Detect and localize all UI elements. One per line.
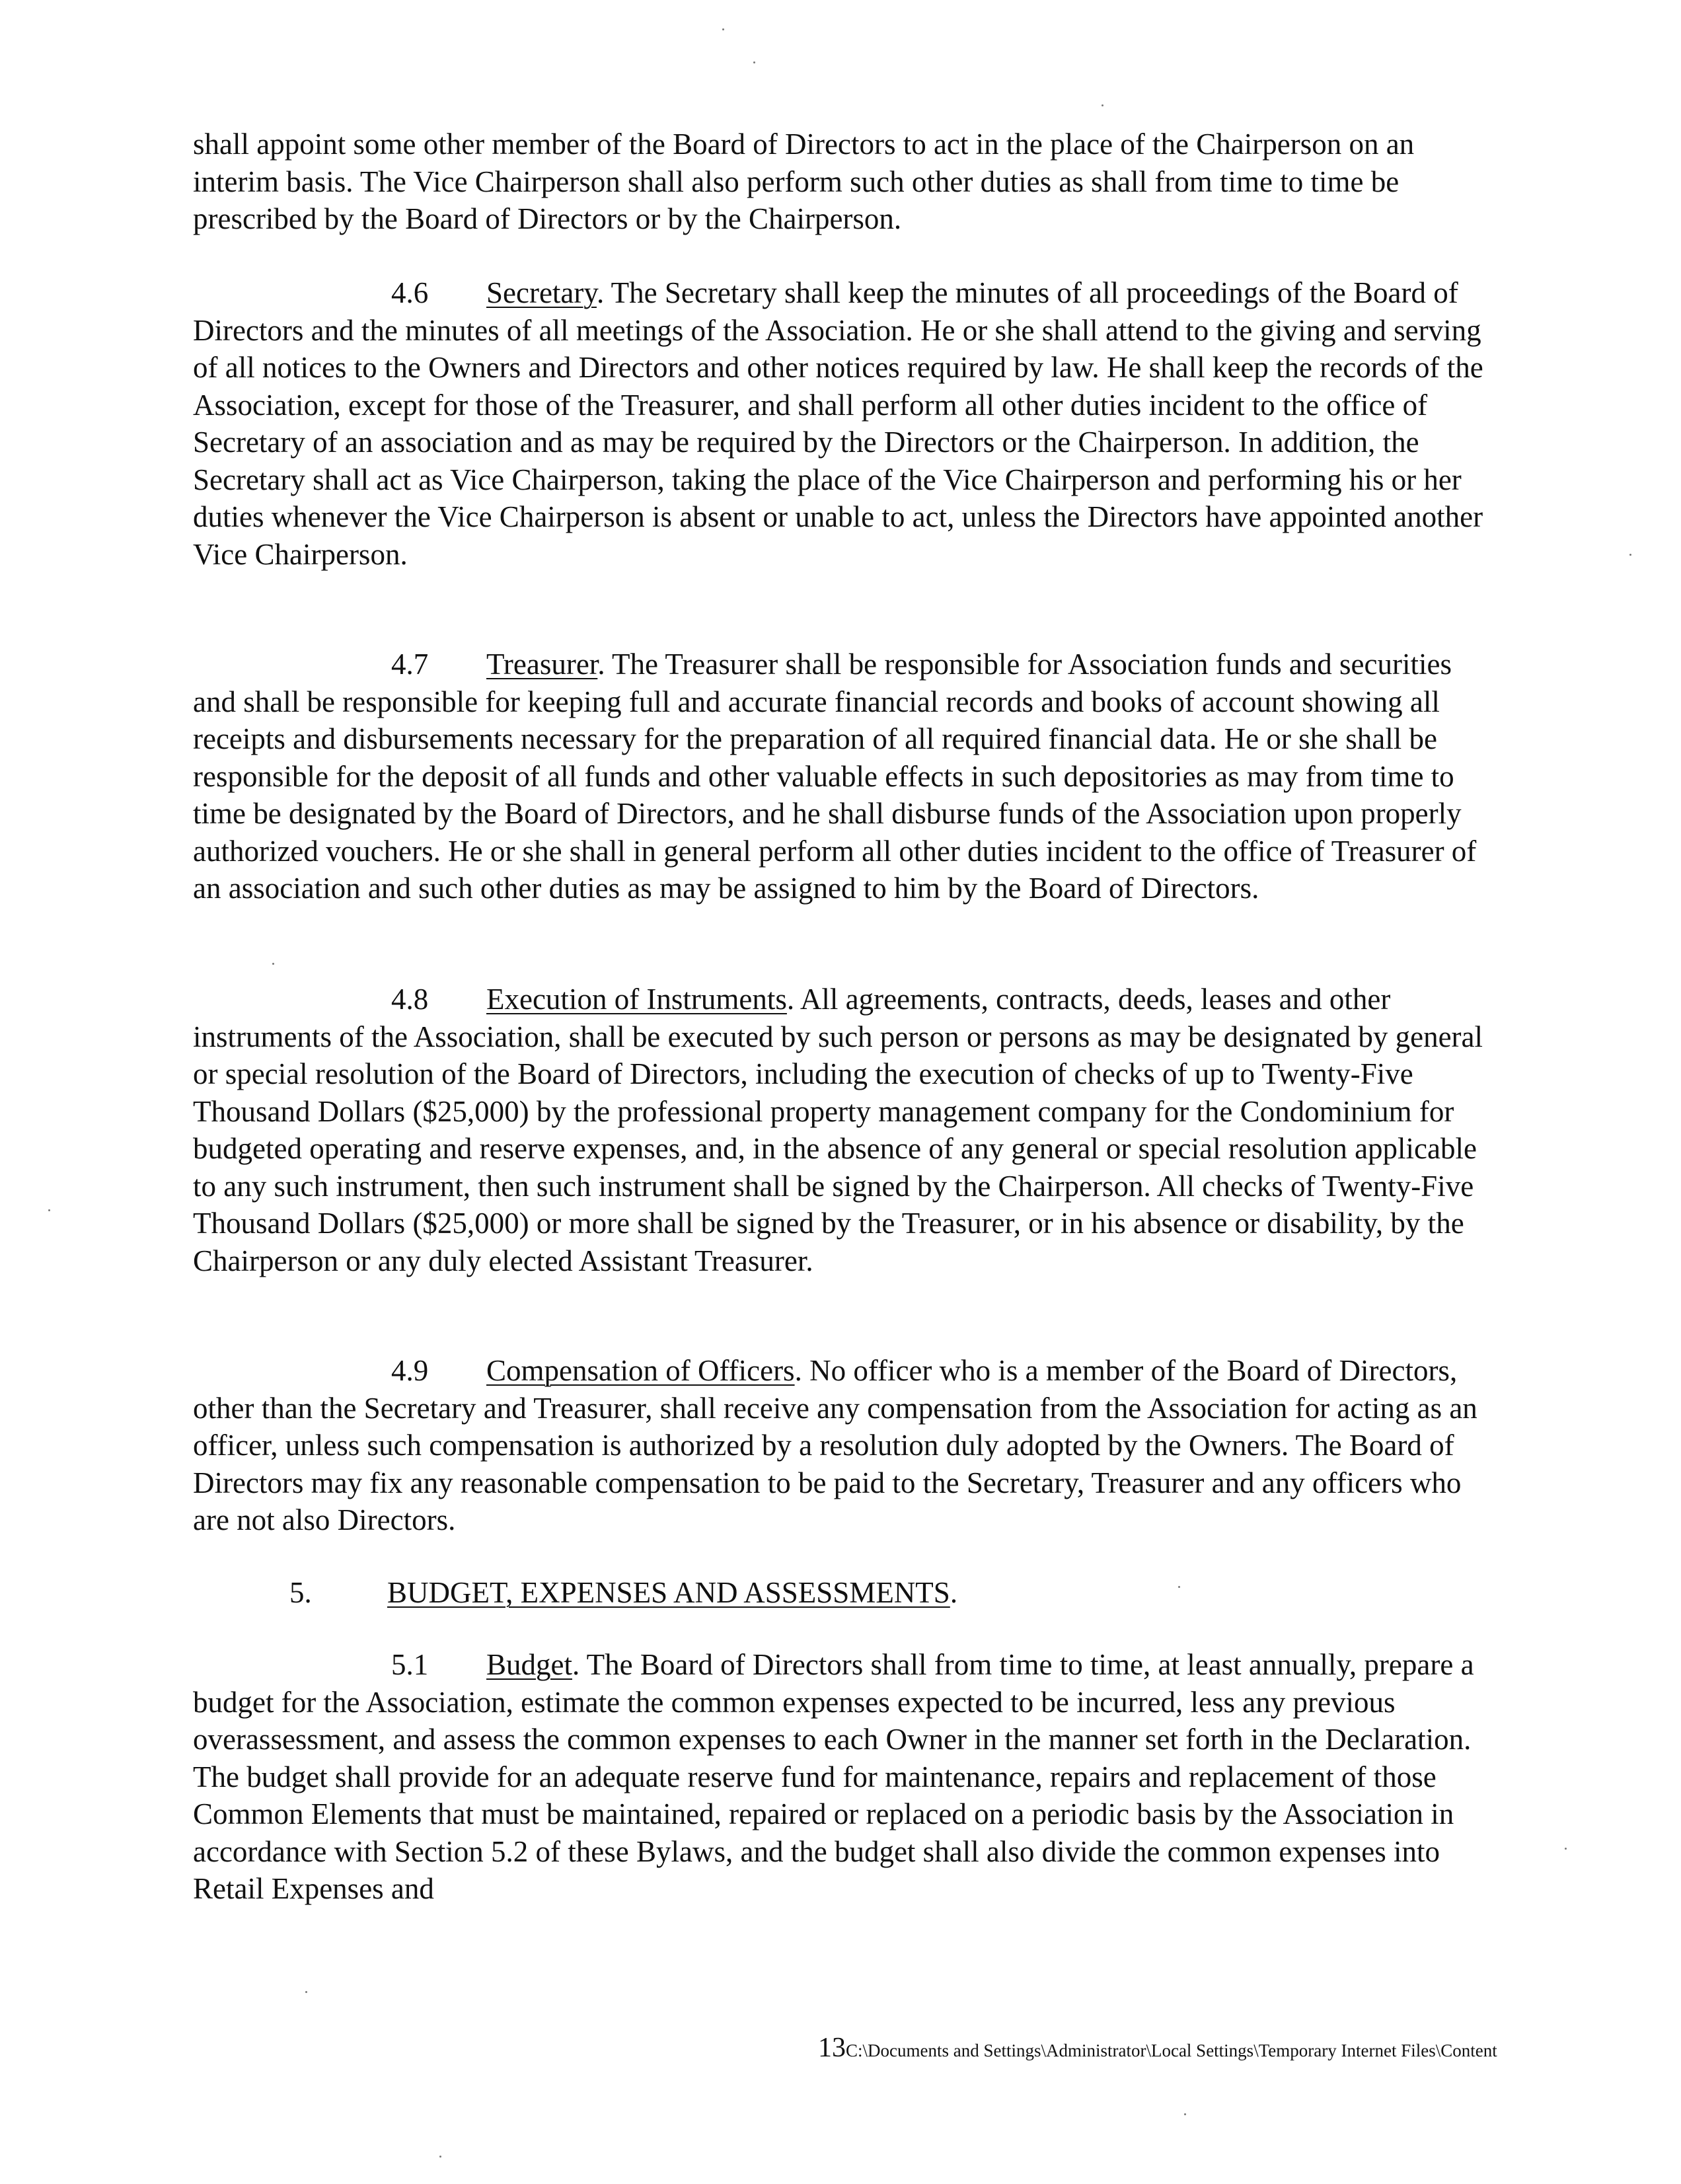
scan-speck	[1565, 1848, 1567, 1850]
section-number: 4.6	[391, 276, 429, 309]
section-title: Treasurer	[486, 648, 598, 681]
section-number: 4.9	[391, 1354, 429, 1387]
scan-speck	[48, 1209, 50, 1211]
scan-speck	[272, 963, 274, 965]
article-number: 5.	[289, 1576, 312, 1609]
section-title: Compensation of Officers	[486, 1354, 795, 1387]
scan-speck	[439, 2156, 441, 2158]
article-5-heading	[193, 1574, 957, 1612]
section-4-7	[193, 646, 1488, 907]
section-number: 4.8	[391, 983, 429, 1016]
section-body: . The Secretary shall keep the minutes of all proceedings of the Board of Directors and the minutes of all meetings of the Association. He or she shall attend to the giving and serving of all notices to the Owners and Directors and other notices required by law. He shall keep the records of the Association, except for those of the Treasurer, and shall perform all other duties incident to the office of Secretary of an association and as may be required by the Directors or the Chairperson. In addition, the Secretary shall act as Vice Chairperson, taking the place of the Vice Chairperson and performing his or her duties whenever the Vice Chairperson is absent or unable to act, unless the Directors have appointed another Vice Chairperson.	[193, 276, 1483, 571]
scan-speck	[1184, 2113, 1186, 2115]
file-path: C:\Documents and Settings\Administrator\Local Settings\Temporary Internet Files\Content	[846, 2041, 1497, 2060]
scan-speck	[753, 61, 755, 63]
section-title: Secretary	[486, 276, 597, 309]
section-4-9	[193, 1352, 1488, 1539]
scan-speck	[722, 28, 724, 30]
article-title: BUDGET, EXPENSES AND ASSESSMENTS	[387, 1576, 950, 1609]
scan-speck	[1102, 104, 1103, 106]
scan-speck	[305, 1991, 307, 1993]
section-body: . The Board of Directors shall from time to time, at least annually, prepare a budget for the Association, estimate the common expenses expected to be incurred, less any previous overassessment, and assess the common expenses to each Owner in the manner set forth in the Declaration. The budget shall provide for an adequate reserve fund for maintenance, repairs and replacement of those Common Elements that must be maintained, repaired or replaced on a periodic basis by the Association in accordance with Section 5.2 of these Bylaws, and the budget shall also divide the common expenses into Retail Expenses and	[193, 1648, 1474, 1905]
scan-speck	[1629, 554, 1631, 556]
section-number: 5.1	[391, 1648, 429, 1681]
section-body: . All agreements, contracts, deeds, leases and other instruments of the Association, shall be executed by such person or persons as may be designated by general or special resolution of the Board of Directors, including the execution of checks of up to Twenty-Five Thousand Dollars ($25,000) by the professional property management company for the Condominium for budgeted operating and reserve expenses, and, in the absence of any general or special resolution applicable to any such instrument, then such instrument shall be signed by the Chairperson. All checks of Twenty-Five Thousand Dollars ($25,000) or more shall be signed by the Treasurer, or in his absence or disability, by the Chairperson or any duly elected Assistant Treasurer.	[193, 983, 1483, 1277]
section-4-6	[193, 274, 1488, 573]
section-4-8	[193, 981, 1488, 1279]
scan-speck	[1178, 1586, 1180, 1588]
intro-paragraph: shall appoint some other member of the Board of Directors to act in the place of the Chairperson on an interim basis. The Vice Chairperson shall also perform such other duties as shall from time to time be prescribed by the Board of Directors or by the Chairperson.	[193, 128, 1415, 235]
section-body: . No officer who is a member of the Board of Directors, other than the Secretary and Treasurer, shall receive any compensation from the Association for acting as an officer, unless such compensation is authorized by a resolution duly adopted by the Owners. The Board of Directors may fix any reasonable compensation to be paid to the Secretary, Treasurer and any officers who are not also Directors.	[193, 1354, 1477, 1536]
section-body: . The Treasurer shall be responsible for Association funds and securities and shall be responsible for keeping full and accurate financial records and books of account showing all receipts and disbursements necessary for the preparation of all required financial data. He or she shall be responsible for the deposit of all funds and other valuable effects in such depositories as may from time to time be designated by the Board of Directors, and he shall disburse funds of the Association upon properly authorized vouchers. He or she shall in general perform all other duties incident to the office of Treasurer of an association and such other duties as may be assigned to him by the Board of Directors.	[193, 648, 1477, 905]
section-title: Budget	[486, 1648, 572, 1681]
page-number: 13	[818, 2033, 846, 2063]
page-footer	[818, 2032, 1497, 2064]
section-number: 4.7	[391, 648, 429, 681]
section-title: Execution of Instruments	[486, 983, 787, 1016]
article-trailing: .	[950, 1576, 958, 1609]
section-5-1	[193, 1646, 1488, 1908]
